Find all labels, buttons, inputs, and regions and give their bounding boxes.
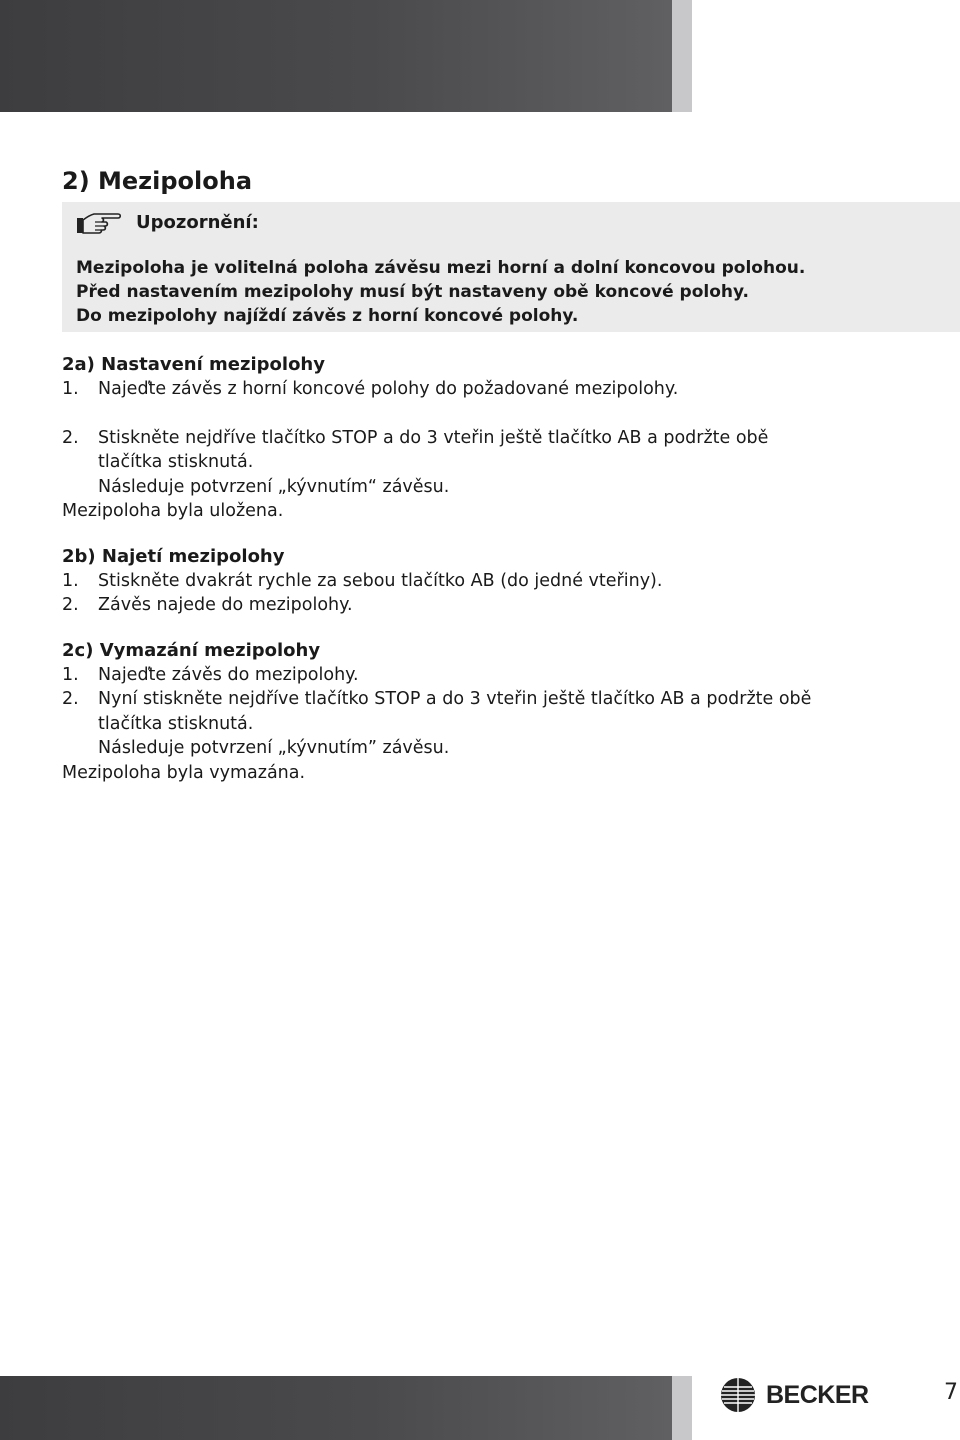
pointing-hand-icon xyxy=(76,209,128,235)
section-c-title: 2c) Vymazání mezipolohy xyxy=(62,639,321,661)
note-box xyxy=(62,202,960,332)
footer-band xyxy=(0,1376,672,1440)
section-a-title: 2a) Nastavení mezipolohy xyxy=(62,354,325,375)
becker-logo-icon xyxy=(720,1377,756,1413)
step-number: 1. xyxy=(62,664,79,685)
section-a-result: Mezipoloha byla uložena. xyxy=(62,501,284,521)
section-c-confirmation: Následuje potvrzení „kývnutím” závěsu. xyxy=(98,738,450,758)
header-band xyxy=(0,0,672,112)
section-b-step-2 xyxy=(62,593,952,618)
section-a-step-1 xyxy=(62,377,952,402)
note-line: Mezipoloha je volitelná poloha závěsu mezi horní a dolní koncovou polohou. xyxy=(76,258,806,278)
section-c-result: Mezipoloha byla vymazána. xyxy=(62,762,306,783)
step-number: 2. xyxy=(62,689,79,709)
section-a-step-2 xyxy=(62,426,952,451)
note-title: Upozornění: xyxy=(136,211,259,233)
logo-text: BECKER xyxy=(766,1380,869,1409)
section-b-step-1 xyxy=(62,569,952,594)
note-body xyxy=(76,256,946,328)
note-line: Před nastavením mezipolohy musí být nastaveny obě koncové polohy. xyxy=(76,282,749,302)
section-b-title: 2b) Najetí mezipolohy xyxy=(62,545,285,567)
header-band-edge xyxy=(672,0,692,112)
becker-logo xyxy=(720,1376,869,1414)
step-number: 1. xyxy=(62,570,79,591)
note-line: Do mezipolohy najíždí závěs z horní koncové polohy. xyxy=(76,306,579,326)
step-text: Najeďte závěs z horní koncové polohy do požadované mezipolohy. xyxy=(98,379,679,399)
page-content xyxy=(62,164,952,785)
step-text: Stiskněte nejdříve tlačítko STOP a do 3 vteřin ještě tlačítko AB a podržte obě xyxy=(98,427,769,448)
step-text: Závěs najede do mezipolohy. xyxy=(98,595,353,615)
step-number: 1. xyxy=(62,379,79,399)
step-number: 2. xyxy=(62,595,79,615)
step-number: 2. xyxy=(62,427,79,448)
note-header xyxy=(76,206,946,238)
page-title: 2) Mezipoloha xyxy=(62,167,253,195)
step-text: Nyní stiskněte nejdříve tlačítko STOP a do 3 vteřin ještě tlačítko AB a podržte obě xyxy=(98,689,812,709)
section-c-step-2 xyxy=(62,687,952,712)
step-text: Najeďte závěs do mezipolohy. xyxy=(98,664,359,685)
section-a-confirmation: Následuje potvrzení „kývnutím“ závěsu. xyxy=(98,476,450,497)
footer-band-edge xyxy=(672,1376,692,1440)
section-c-step-2-continuation: tlačítka stisknutá. xyxy=(98,713,254,734)
step-text: Stiskněte dvakrát rychle za sebou tlačítko AB (do jedné vteřiny). xyxy=(98,570,663,591)
section-c-step-1 xyxy=(62,663,952,688)
section-a-step-2-continuation: tlačítka stisknutá. xyxy=(98,452,254,472)
page-number: 7 xyxy=(944,1380,958,1405)
